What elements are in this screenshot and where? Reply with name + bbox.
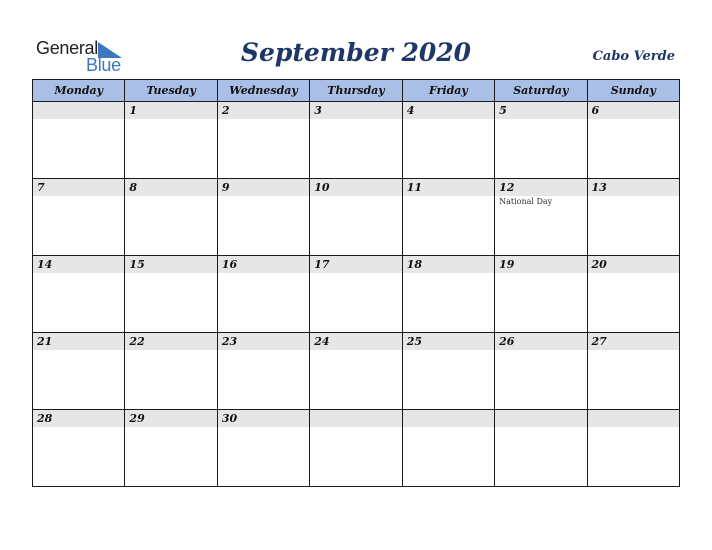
weekday-header: Saturday (495, 80, 587, 102)
day-number: 25 (406, 335, 422, 348)
day-cell (495, 179, 587, 256)
day-cell (587, 179, 679, 256)
weekday-header: Monday (33, 80, 125, 102)
day-cell (587, 256, 679, 333)
day-cell (125, 256, 217, 333)
day-number: 8 (129, 181, 138, 194)
day-number: 14 (37, 258, 53, 271)
holiday-label: National Day (499, 197, 553, 206)
day-cell (587, 410, 679, 487)
weekday-header: Tuesday (125, 80, 217, 102)
day-cell (310, 179, 402, 256)
day-cell (217, 102, 309, 179)
day-number: 19 (499, 258, 515, 271)
day-cell (310, 256, 402, 333)
day-cell (33, 333, 125, 410)
calendar-grid (32, 79, 680, 487)
day-number: 11 (406, 181, 422, 194)
country-name: Cabo Verde (592, 49, 675, 64)
day-cell (217, 333, 309, 410)
day-cell (402, 179, 494, 256)
day-cell (217, 179, 309, 256)
day-cell (217, 410, 309, 487)
day-number: 29 (129, 412, 145, 425)
week-row (33, 256, 680, 333)
day-cell (402, 256, 494, 333)
weekday-header-row (33, 80, 680, 102)
week-row (33, 410, 680, 487)
day-cell (402, 102, 494, 179)
day-cell (33, 102, 125, 179)
day-cell (125, 102, 217, 179)
day-number: 18 (406, 258, 422, 271)
day-cell (310, 333, 402, 410)
day-number: 7 (37, 181, 45, 194)
day-number: 12 (499, 181, 515, 194)
day-cell (402, 410, 494, 487)
day-number: 1 (129, 104, 138, 117)
day-number: 15 (129, 258, 145, 271)
day-number: 27 (591, 335, 607, 348)
day-number: 30 (221, 412, 238, 425)
weekday-header: Thursday (310, 80, 402, 102)
day-cell (495, 102, 587, 179)
day-cell (33, 179, 125, 256)
day-cell (310, 102, 402, 179)
day-cell (495, 410, 587, 487)
weekday-header: Sunday (587, 80, 679, 102)
day-number: 16 (221, 258, 238, 271)
day-number: 21 (37, 335, 53, 348)
week-row (33, 333, 680, 410)
day-cell (495, 333, 587, 410)
day-number: 24 (314, 335, 330, 348)
day-cell (125, 179, 217, 256)
day-number: 6 (591, 104, 600, 117)
day-cell (495, 256, 587, 333)
day-number: 9 (221, 181, 230, 194)
day-cell (125, 410, 217, 487)
day-number: 10 (314, 181, 330, 194)
weekday-header: Wednesday (217, 80, 309, 102)
day-number: 28 (37, 412, 53, 425)
day-cell (587, 333, 679, 410)
day-number: 20 (591, 258, 607, 271)
day-number: 13 (591, 181, 607, 194)
day-number: 17 (314, 258, 330, 271)
week-row (33, 179, 680, 256)
weekday-header: Friday (402, 80, 494, 102)
calendar-title: September 2020 (240, 38, 472, 67)
day-cell (125, 333, 217, 410)
day-number: 2 (221, 104, 230, 117)
day-cell (402, 333, 494, 410)
day-number: 4 (406, 104, 415, 117)
day-cell (587, 102, 679, 179)
day-number: 5 (499, 104, 507, 117)
day-number: 3 (314, 104, 322, 117)
logo-general-text: General (36, 38, 98, 58)
day-number: 23 (221, 335, 238, 348)
day-cell (33, 256, 125, 333)
day-cell (217, 256, 309, 333)
logo-blue-text: Blue (86, 55, 121, 75)
week-row (33, 102, 680, 179)
day-cell (310, 410, 402, 487)
day-number: 22 (129, 335, 145, 348)
day-number: 26 (499, 335, 515, 348)
day-cell (33, 410, 125, 487)
